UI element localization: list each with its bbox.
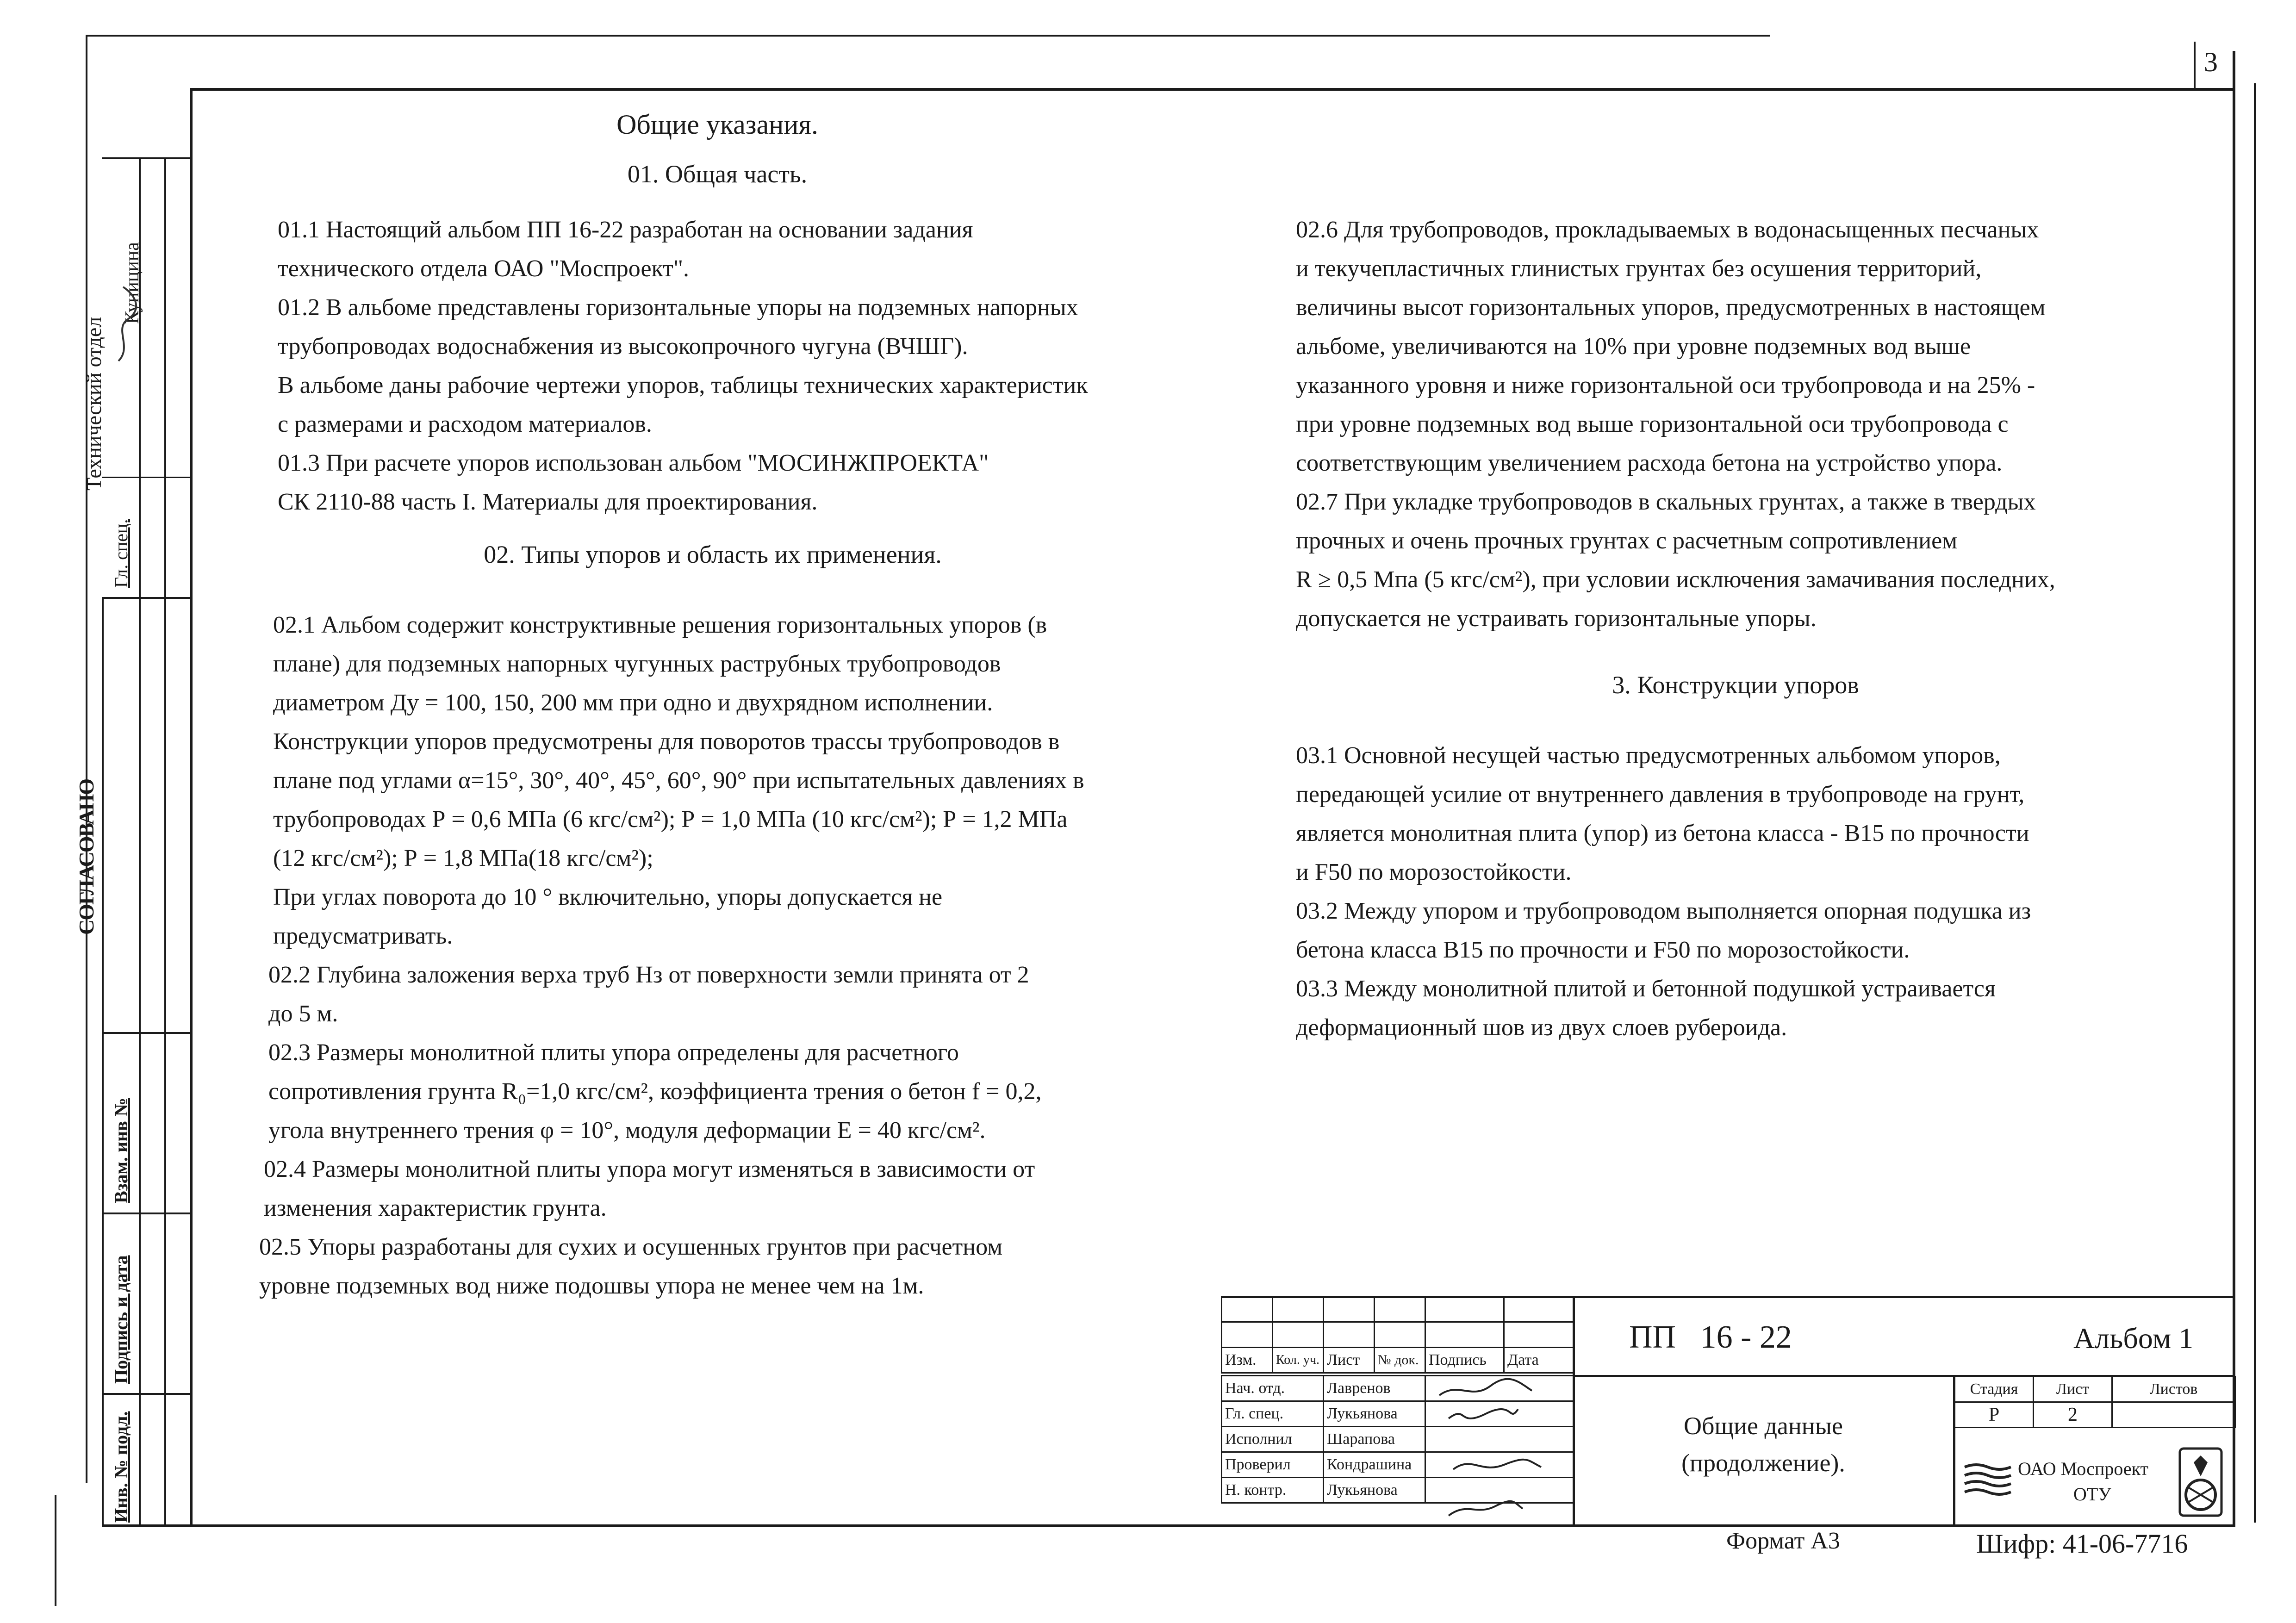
para-02-5 bbox=[259, 1228, 1259, 1306]
text-line: прочных и очень прочных грунтах с расчетным сопротивлением bbox=[1296, 528, 1958, 554]
text-line: величины высот горизонтальных упоров, предусмотренных в настоящем bbox=[1296, 294, 2046, 321]
inner-bottom-border bbox=[102, 1524, 2235, 1527]
footer-cipher: Шифр: 41-06-7716 bbox=[1976, 1529, 2188, 1559]
strip-chief-signature bbox=[109, 278, 146, 370]
text-line: 03.3 Между монолитной плитой и бетонной подушкой устраивается bbox=[1296, 976, 1996, 1002]
stamp-sheet-label: Лист bbox=[2034, 1377, 2112, 1402]
stamp-role: Проверил bbox=[1222, 1452, 1324, 1478]
inner-left-border bbox=[190, 88, 193, 1527]
para-03-3 bbox=[1296, 970, 2221, 1047]
text-line: альбоме, увеличиваются на 10% при уровне подземных вод выше bbox=[1296, 333, 1971, 360]
stamp-role: Н. контр. bbox=[1222, 1478, 1324, 1503]
strip-dept-label: Технический отдел bbox=[82, 317, 106, 491]
para-01-3 bbox=[259, 444, 1259, 522]
text-line: диаметром Ду = 100, 150, 200 мм при одно и двухрядном исполнении. bbox=[273, 690, 993, 716]
inner-right-border bbox=[2233, 51, 2235, 1527]
strip-agreed-label: СОГЛАСОВАНО bbox=[75, 779, 98, 935]
text-line: соответствующим увеличением расхода бетона на устройство упора. bbox=[1296, 450, 2003, 476]
strip-inv-top bbox=[102, 1393, 190, 1395]
text-line: СК 2110-88 часть I. Материалы для проектирования. bbox=[278, 489, 818, 515]
section-03-heading: 3. Конструкции упоров bbox=[1612, 671, 1859, 699]
section-01-heading: 01. Общая часть. bbox=[627, 160, 808, 188]
stamp-stage-value-row bbox=[1955, 1402, 2235, 1428]
text-line: до 5 м. bbox=[268, 1001, 338, 1027]
footer-format: Формат А3 bbox=[1726, 1528, 1840, 1554]
right-edge-line bbox=[2254, 83, 2256, 1523]
text-line: При углах поворота до 10 ° включительно, упоры допускается не bbox=[273, 884, 943, 910]
strip-col-c-right bbox=[164, 157, 166, 1527]
para-02-1 bbox=[259, 606, 1259, 956]
para-02-4 bbox=[259, 1150, 1259, 1228]
org-dept: ОТУ bbox=[2073, 1484, 2111, 1505]
strip-top-rule bbox=[102, 157, 190, 159]
stamp-top-line bbox=[1221, 1296, 2234, 1298]
para-03-2 bbox=[1296, 892, 2221, 970]
stamp-name: Лавренов bbox=[1324, 1376, 1425, 1401]
stamp-name: Кондрашина bbox=[1324, 1452, 1425, 1478]
text-line: сопротивления грунта R₀=1,0 кгс/см², коэффициента трения о бетон f = 0,2, bbox=[268, 1078, 1042, 1105]
text-line: 03.1 Основной несущей частью предусмотренных альбомом упоров, bbox=[1296, 742, 2001, 769]
stamp-col-header: № док. bbox=[1375, 1348, 1425, 1373]
stamp-blank-row bbox=[1222, 1322, 1574, 1348]
text-line: 01.3 При расчете упоров использован альбом "МОСИНЖПРОЕКТА" bbox=[278, 450, 989, 476]
stamp-stage-label: Стадия bbox=[1955, 1377, 2034, 1402]
stamp-album: Альбом 1 bbox=[2073, 1322, 2194, 1355]
stamp-stage-value: Р bbox=[1955, 1402, 2034, 1428]
text-line: уровне подземных вод ниже подошвы упора не менее чем на 1м. bbox=[259, 1273, 924, 1299]
stamp-name: Лукьянова bbox=[1324, 1478, 1425, 1503]
text-line: бетона класса В15 по прочности и F50 по морозостойкости. bbox=[1296, 937, 1910, 963]
text-line: деформационный шов из двух слоев рубероида. bbox=[1296, 1014, 1787, 1041]
stamp-sheets-value bbox=[2112, 1402, 2235, 1428]
org-flag-logo bbox=[1962, 1462, 2013, 1499]
text-line: 02.5 Упоры разработаны для сухих и осушенных грунтов при расчетном bbox=[259, 1234, 1003, 1260]
text-line: Конструкции упоров предусмотрены для поворотов трассы трубопроводов в bbox=[273, 728, 1060, 755]
text-line: R ≥ 0,5 Мпа (5 кгс/см²), при условии исключения замачивания последних, bbox=[1296, 566, 2055, 593]
text-line: является монолитная плита (упор) из бетона класса - В15 по прочности bbox=[1296, 820, 2029, 846]
page-title: Общие указания. bbox=[616, 109, 818, 140]
stamp-role: Нач. отд. bbox=[1222, 1376, 1324, 1401]
org-emblem-logo bbox=[2175, 1444, 2226, 1520]
para-01-2 bbox=[259, 288, 1259, 444]
stamp-stage-table bbox=[1954, 1376, 2236, 1428]
text-line: изменения характеристик грунта. bbox=[264, 1195, 607, 1221]
text-line: 02.7 При укладке трубопроводов в скальных грунтах, а также в твердых bbox=[1296, 489, 2036, 515]
text-line: 02.2 Глубина заложения верха труб Нз от поверхности земли принята от 2 bbox=[268, 962, 1029, 988]
text-line: плане) для подземных напорных чугунных раструбных трубопроводов bbox=[273, 651, 1001, 677]
right-column bbox=[1296, 211, 2221, 1047]
stamp-col-header: Подпись bbox=[1425, 1348, 1504, 1373]
stamp-role: Гл. спец. bbox=[1222, 1401, 1324, 1427]
outer-top-border bbox=[86, 35, 1770, 37]
para-02-7 bbox=[1296, 483, 2221, 638]
stamp-title-line2: (продолжение). bbox=[1681, 1449, 1845, 1477]
stamp-stage-header-row bbox=[1955, 1377, 2235, 1402]
sheet-number: 3 bbox=[2204, 47, 2218, 77]
para-02-2 bbox=[259, 956, 1259, 1033]
text-line: 02.4 Размеры монолитной плиты упора могут изменяться в зависимости от bbox=[264, 1156, 1035, 1182]
text-line: 01.2 В альбоме представлены горизонтальные упоры на подземных напорных bbox=[278, 294, 1078, 321]
text-line: плане под углами α=15°, 30°, 40°, 45°, 60°, 90° при испытательных давлениях в bbox=[273, 767, 1084, 794]
stamp-signatures bbox=[1430, 1377, 1569, 1525]
text-line: передающей усилие от внутреннего давления в трубопроводе на грунт, bbox=[1296, 781, 2025, 808]
para-03-1 bbox=[1296, 736, 2221, 892]
strip-ref-inv-label: Взам. инв № bbox=[111, 1098, 131, 1203]
strip-chief-label: Гл. спец. bbox=[111, 519, 131, 588]
strip-sign-date-label: Подпись и дата bbox=[111, 1255, 131, 1384]
strip-sign-top bbox=[102, 1213, 190, 1214]
crop-mark-left bbox=[55, 1495, 56, 1606]
para-02-3 bbox=[259, 1033, 1259, 1150]
outer-left-border bbox=[86, 35, 87, 1483]
text-line: технического отдела ОАО "Моспроект". bbox=[278, 255, 690, 282]
stamp-col-header: Изм. bbox=[1222, 1348, 1273, 1373]
strip-dept-bottom bbox=[102, 597, 190, 599]
stamp-header-row bbox=[1222, 1348, 1574, 1373]
stamp-blank-row bbox=[1222, 1297, 1574, 1322]
text-line: указанного уровня и ниже горизонтальной оси трубопровода и на 25% - bbox=[1296, 372, 2035, 398]
text-line: угола внутреннего трения φ = 10°, модуля деформации Е = 40 кгс/см². bbox=[268, 1117, 986, 1144]
text-line: (12 кгс/см²); Р = 1,8 МПа(18 кгс/см²); bbox=[273, 845, 653, 871]
stamp-role: Исполнил bbox=[1222, 1427, 1324, 1452]
stamp-col-header: Дата bbox=[1504, 1348, 1574, 1373]
sheet-number-box-left bbox=[2194, 42, 2196, 88]
stamp-name: Шарапова bbox=[1324, 1427, 1425, 1452]
stamp-sheets-label: Листов bbox=[2112, 1377, 2235, 1402]
para-02-6 bbox=[1296, 211, 2221, 483]
strip-ref-top bbox=[102, 1032, 190, 1034]
text-line: 01.1 Настоящий альбом ПП 16-22 разработан на основании задания bbox=[278, 217, 973, 243]
strip-chief-name: Куницина bbox=[122, 242, 143, 324]
section-02-heading: 02. Типы упоров и область их применения. bbox=[484, 541, 942, 568]
stamp-col-header: Кол. уч. bbox=[1273, 1348, 1324, 1373]
text-line: допускается не устраивать горизонтальные упоры. bbox=[1296, 605, 1817, 632]
stamp-mid-vertical bbox=[1573, 1296, 1575, 1527]
stamp-sheet-value: 2 bbox=[2034, 1402, 2112, 1428]
text-line: трубопроводах Р = 0,6 МПа (6 кгс/см²); Р = 1,0 МПа (10 кгс/см²); Р = 1,2 МПа bbox=[273, 806, 1068, 833]
text-line: с размерами и расходом материалов. bbox=[278, 411, 652, 437]
strip-chief-div bbox=[102, 477, 190, 478]
stamp-col-header: Лист bbox=[1324, 1348, 1375, 1373]
text-line: трубопроводах водоснабжения из высокопрочного чугуна (ВЧШГ). bbox=[278, 333, 968, 360]
left-column bbox=[259, 211, 1259, 1306]
strip-col-a-right bbox=[102, 597, 104, 1527]
org-name: ОАО Моспроект bbox=[2018, 1458, 2149, 1479]
text-line: и F50 по морозостойкости. bbox=[1296, 859, 1572, 885]
para-01-1 bbox=[259, 211, 1259, 288]
stamp-title-line1: Общие данные bbox=[1684, 1412, 1843, 1440]
stamp-code: ПП 16 - 22 bbox=[1629, 1319, 1792, 1355]
text-line: 03.2 Между упором и трубопроводом выполняется опорная подушка из bbox=[1296, 898, 2031, 924]
text-line: и текучепластичных глинистых грунтах без осушения территорий, bbox=[1296, 255, 1982, 282]
strip-inv-orig-label: Инв. № подл. bbox=[111, 1411, 131, 1523]
text-line: 02.1 Альбом содержит конструктивные решения горизонтальных упоров (в bbox=[273, 612, 1047, 638]
inner-top-border bbox=[190, 88, 2235, 91]
text-line: предусматривать. bbox=[273, 923, 453, 949]
text-line: при уровне подземных вод выше горизонтальной оси трубопровода с bbox=[1296, 411, 2009, 437]
stamp-signature-table bbox=[1221, 1296, 1574, 1374]
text-line: В альбоме даны рабочие чертежи упоров, таблицы технических характеристик bbox=[278, 372, 1088, 398]
text-line: 02.3 Размеры монолитной плиты упора определены для расчетного bbox=[268, 1039, 959, 1066]
text-line: 02.6 Для трубопроводов, прокладываемых в водонасыщенных песчаных bbox=[1296, 217, 2039, 243]
stamp-name: Лукьянова bbox=[1324, 1401, 1425, 1427]
